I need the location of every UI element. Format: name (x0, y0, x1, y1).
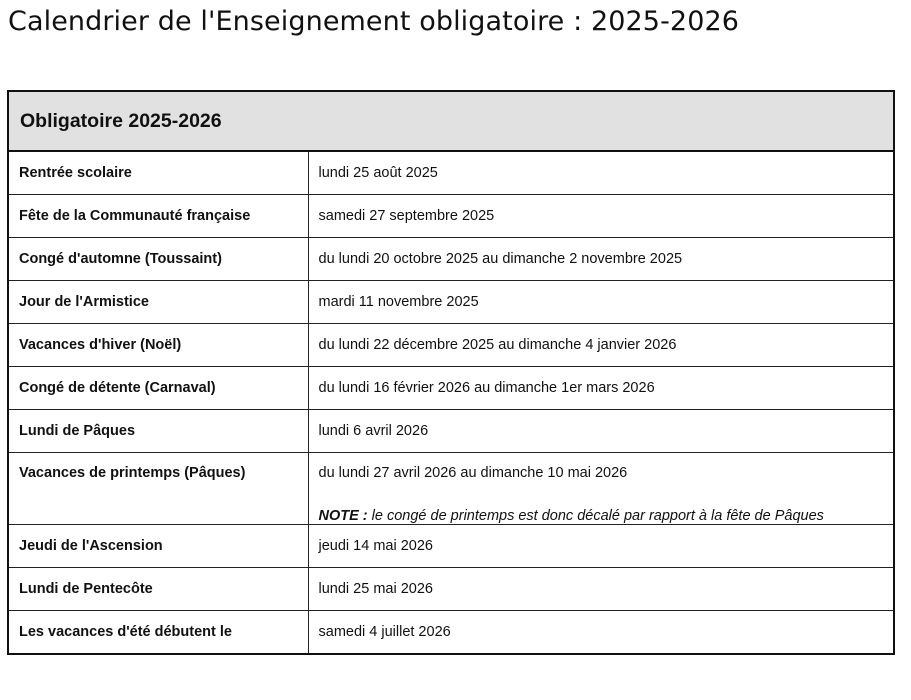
row-label: Vacances de printemps (Pâques) (8, 453, 308, 525)
row-date: lundi 25 mai 2026 (308, 568, 894, 611)
row-date: samedi 4 juillet 2026 (308, 611, 894, 655)
row-date: lundi 6 avril 2026 (308, 410, 894, 453)
table-row (8, 238, 894, 281)
row-date: du lundi 16 février 2026 au dimanche 1er mars 2026 (308, 367, 894, 410)
row-note (319, 508, 884, 524)
row-label: Congé de détente (Carnaval) (8, 367, 308, 410)
row-label: Congé d'automne (Toussaint) (8, 238, 308, 281)
row-label: Fête de la Communauté française (8, 195, 308, 238)
row-date: samedi 27 septembre 2025 (308, 195, 894, 238)
table-row (8, 195, 894, 238)
row-label: Les vacances d'été débutent le (8, 611, 308, 655)
row-label: Lundi de Pâques (8, 410, 308, 453)
row-label: Jeudi de l'Ascension (8, 525, 308, 568)
row-label: Jour de l'Armistice (8, 281, 308, 324)
table-header: Obligatoire 2025-2026 (8, 91, 894, 151)
table-row (8, 281, 894, 324)
row-date-with-note (308, 453, 894, 525)
row-label: Lundi de Pentecôte (8, 568, 308, 611)
table-row (8, 324, 894, 367)
row-date: du lundi 20 octobre 2025 au dimanche 2 novembre 2025 (308, 238, 894, 281)
calendar-table (7, 90, 895, 655)
row-label: Vacances d'hiver (Noël) (8, 324, 308, 367)
table-row (8, 525, 894, 568)
note-label: NOTE : (318, 508, 368, 524)
table-row (8, 611, 894, 655)
row-date: du lundi 22 décembre 2025 au dimanche 4 janvier 2026 (308, 324, 894, 367)
table-row (8, 367, 894, 410)
page-title: Calendrier de l'Enseignement obligatoire : 2025-2026 (8, 6, 740, 37)
table-row (8, 568, 894, 611)
table-row (8, 453, 894, 525)
row-date: mardi 11 novembre 2025 (308, 281, 894, 324)
row-label: Rentrée scolaire (8, 151, 308, 195)
row-date: du lundi 27 avril 2026 au dimanche 10 mai 2026 (318, 465, 628, 481)
row-date: jeudi 14 mai 2026 (308, 525, 894, 568)
row-date: lundi 25 août 2025 (308, 151, 894, 195)
table-header-row (8, 91, 894, 151)
table-row (8, 151, 894, 195)
note-text: le congé de printemps est donc décalé par rapport à la fête de Pâques (367, 508, 824, 524)
table-row (8, 410, 894, 453)
